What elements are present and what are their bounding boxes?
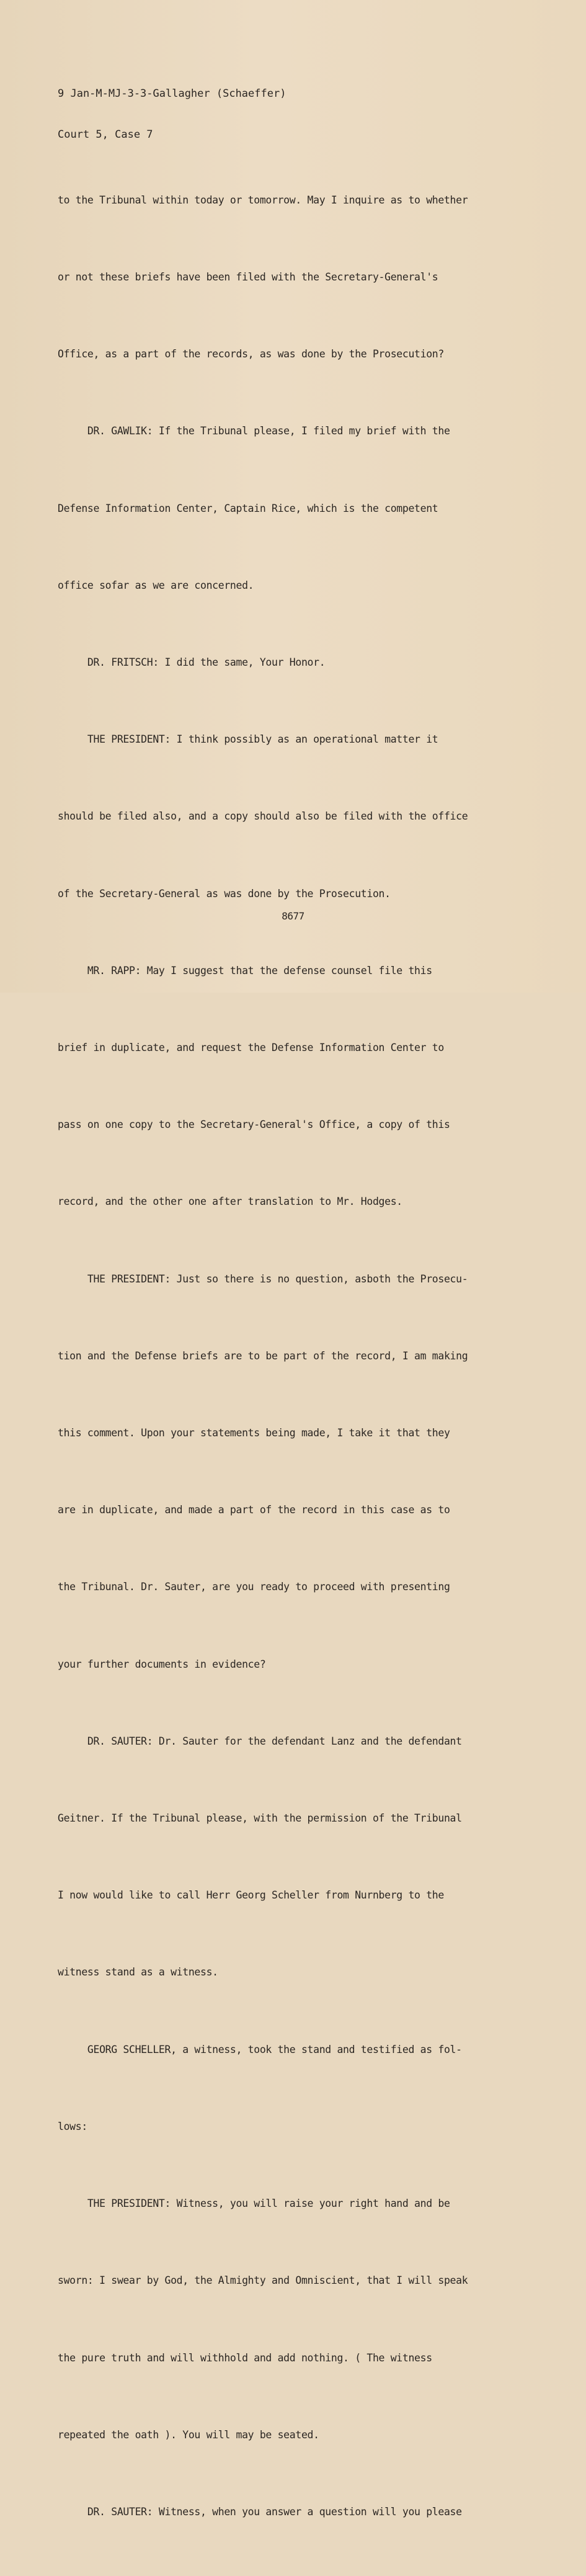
transcript-line: this comment. Upon your statements being made, I take it that they [58,1427,450,1439]
transcript-line: record, and the other one after translation to Mr. Hodges. [58,1196,402,1208]
transcript-line: the Tribunal. Dr. Sauter, are you ready to proceed with presenting [58,1581,450,1593]
transcript-line: repeated the oath ). You will may be seated. [58,2428,319,2441]
transcript-line: your further documents in evidence? [58,1658,266,1670]
transcript-line: pass on one copy to the Secretary-General's Office, a copy of this [58,1119,450,1131]
page-number: 8677 [282,910,304,922]
transcript-line: tion and the Defense briefs are to be part of the record, I am making [58,1349,468,1362]
transcript-line: office sofar as we are concerned. [58,579,254,591]
transcript-line: MR. RAPP: May I suggest that the defense counsel file this [58,964,432,977]
transcript-line: lows: [58,2120,87,2132]
transcript-line: brief in duplicate, and request the Defense Information Center to [58,1042,444,1054]
transcript-line: are in duplicate, and made a part of the record in this case as to [58,1504,450,1516]
header-court-line: Court 5, Case 7 [58,128,153,141]
transcript-line: or not these briefs have been filed with the Secretary-General's [58,271,438,284]
transcript-line: THE PRESIDENT: Witness, you will raise your right hand and be [58,2198,450,2210]
transcript-line: THE PRESIDENT: Just so there is no question, asboth the Prosecu- [58,1272,468,1285]
transcript-line: witness stand as a witness. [58,1966,218,1979]
transcript-line: I now would like to call Herr Georg Scheller from Nurnberg to the [58,1889,444,1902]
transcript-line: DR. FRITSCH: I did the same, Your Honor. [58,656,326,669]
transcript-line: Defense Information Center, Captain Rice, which is the competent [58,502,438,514]
transcript-line: Office, as a part of the records, as was done by the Prosecution? [58,348,444,360]
transcript-line: Geitner. If the Tribunal please, with the permission of the Tribunal [58,1812,462,1825]
transcript-line: sworn: I swear by God, the Almighty and Omniscient, that I will speak [58,2274,468,2287]
transcript-line: DR. SAUTER: Dr. Sauter for the defendant Lanz and the defendant [58,1735,462,1747]
transcript-line: should be filed also, and a copy should also be filed with the office [58,810,468,823]
transcript-line: the pure truth and will withhold and add nothing. ( The witness [58,2351,432,2364]
transcript-line: THE PRESIDENT: I think possibly as an operational matter it [58,733,438,746]
transcript-line: DR. SAUTER: Witness, when you answer a question will you please [58,2505,462,2518]
transcript-line: of the Secretary-General as was done by the Prosecution. [58,887,391,900]
transcript-line: GEORG SCHELLER, a witness, took the stand and testified as fol- [58,2043,462,2055]
header-reference-line: 9 Jan-M-MJ-3-3-Gallagher (Schaeffer) [58,87,286,100]
transcript-body [58,136,504,2576]
transcript-line: to the Tribunal within today or tomorrow. May I inquire as to whether [58,194,468,206]
transcript-line: DR. GAWLIK: If the Tribunal please, I filed my brief with the [58,425,450,437]
